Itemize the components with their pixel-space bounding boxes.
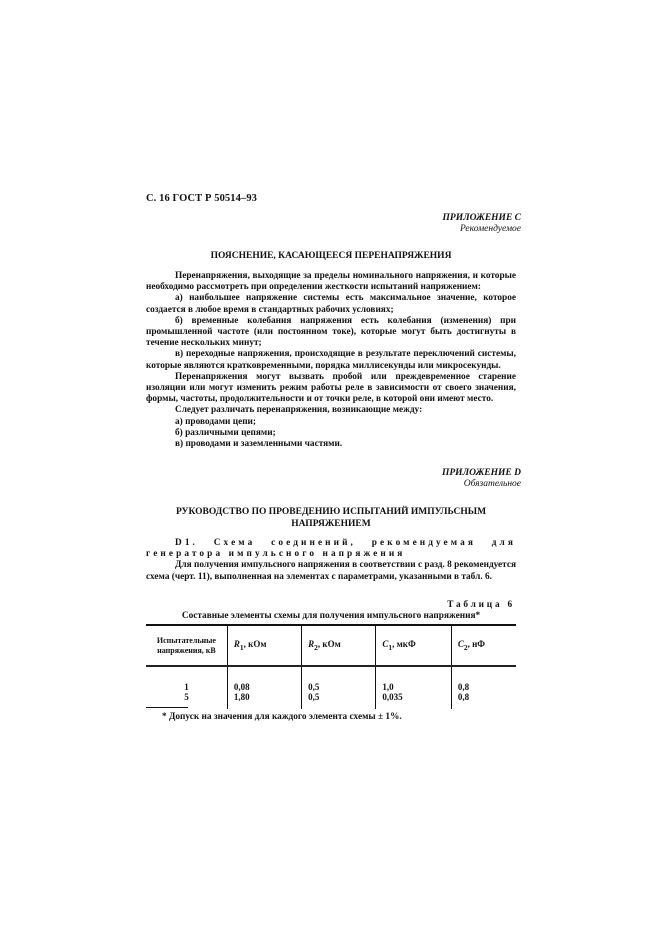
table-header-row xyxy=(146,625,516,666)
header-r2: $R_2$, кОм xyxy=(302,625,376,666)
list-item: а) проводами цепи; xyxy=(175,416,257,427)
table-footnote: * Допуск на значения для каждого элемента схемы ± 1%. xyxy=(162,712,402,722)
paragraph: Следует различать перенапряжения, возникающие между: xyxy=(175,405,423,416)
table-row: 1 0,08 0,5 1,0 0,8 xyxy=(146,666,516,692)
table-caption: Составные элементы схемы для получения импульсного напряжения* xyxy=(181,611,481,621)
table-label: Таблица 6 xyxy=(447,600,515,610)
header-test-voltage: Испытательные напряжения, кВ xyxy=(156,635,216,655)
paragraph: в) переходные напряжения, происходящие в результате переключений системы, которые являются кратковременными, порядка миллисекунды или микросекунды. xyxy=(146,349,516,371)
appendix-d-title xyxy=(146,507,516,530)
appendix-d-title-line1: РУКОВОДСТВО ПО ПРОВЕДЕНИЮ ИСПЫТАНИЙ ИМПУЛЬСНЫМ xyxy=(175,507,487,517)
appendix-c-title: ПОЯСНЕНИЕ, КАСАЮЩЕЕСЯ ПЕРЕНАПРЯЖЕНИЯ xyxy=(210,251,452,261)
appendix-d-status: Обязательное xyxy=(463,479,521,489)
appendix-d-label: ПРИЛОЖЕНИЕ D xyxy=(441,468,521,478)
section-text: Для получения импульсного напряжения в соответствии с разд. 8 рекомендуется схема (черт. 11), выполненная на элементах с параметрами, указанными в табл. 6. xyxy=(146,560,516,582)
appendix-c-label: ПРИЛОЖЕНИЕ С xyxy=(442,213,521,223)
header-c2: $C_2$, нФ xyxy=(451,625,516,666)
header-c1: $C_1$, мкФ xyxy=(376,625,451,666)
paragraph: а) наибольшее напряжение системы есть максимальное значение, которое создается в любое время в стандартных рабочих условиях; xyxy=(146,293,516,315)
section-heading: D1. Схема соединений, рекомендуемая для генератора импульсного напряжения xyxy=(146,538,516,560)
table-row: 5 1,80 0,5 0,035 0,8 xyxy=(146,692,516,709)
appendix-d-body xyxy=(146,538,516,583)
list-item: в) проводами и заземленными частями. xyxy=(175,439,343,450)
page-header: С. 16 ГОСТ Р 50514–93 xyxy=(146,193,258,204)
appendix-d-title-line2: НАПРЯЖЕНИЕМ xyxy=(291,518,371,529)
appendix-d-label-block xyxy=(442,468,521,490)
paragraph: б) временные колебания напряжения есть колебания (изменения) при промышленной частоте (или постоянном токе), которые могут быть достигнуты в течение нескольких минут; xyxy=(146,315,516,349)
paragraph: Перенапряжения могут вызвать пробой или преждевременное старение изоляции или могут изменить режим работы реле в зависимости от своего значения, формы, частоты, продолжительности и от точки реле, в которой они имеют место. xyxy=(146,371,516,405)
header-r1: $R_1$, кОм xyxy=(227,625,301,666)
paragraph: Перенапряжения, выходящие за пределы номинального напряжения, и которые необходимо рассмотреть при определении жесткости испытаний напряжением: xyxy=(146,271,516,293)
appendix-c-body xyxy=(146,271,516,450)
appendix-c-label-block xyxy=(443,213,521,235)
table-6 xyxy=(146,624,516,709)
list-item: б) различными цепями; xyxy=(175,427,276,438)
appendix-c-status: Рекомендуемое xyxy=(459,224,521,234)
footnote-divider xyxy=(146,707,188,708)
